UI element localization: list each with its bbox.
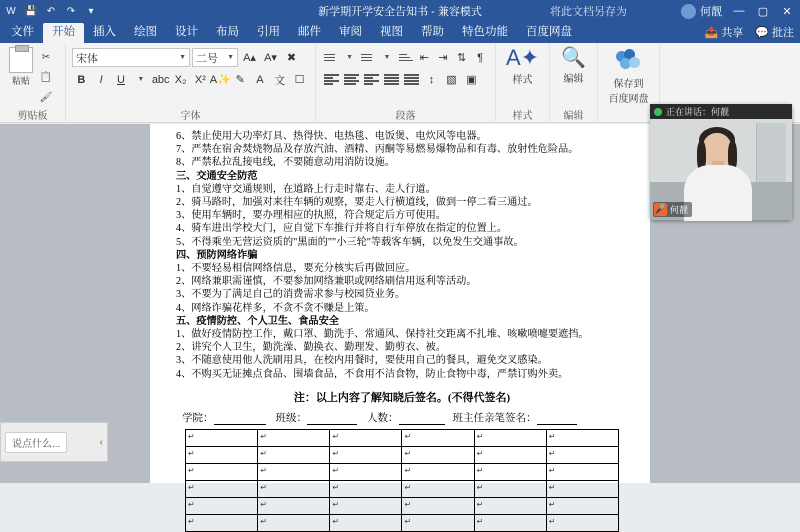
paragraph-mark-icon: ↵ — [188, 517, 195, 527]
paragraph-mark-icon: ↵ — [476, 466, 484, 476]
paragraph-row1 — [322, 48, 489, 67]
comments-button[interactable] — [755, 24, 794, 40]
show-paragraph-marks-icon[interactable]: ¶ — [477, 51, 484, 64]
strikethrough-button[interactable]: abc — [151, 73, 170, 86]
styles-label: 样式 — [512, 75, 533, 86]
table-row — [186, 481, 619, 498]
paragraph-mark-icon: ↵ — [404, 466, 412, 476]
paste-label: 粘贴 — [11, 76, 30, 86]
paragraph-mark-icon: ↵ — [404, 432, 412, 442]
table-cell[interactable] — [186, 515, 258, 532]
table-cell[interactable] — [474, 515, 546, 532]
paragraph-mark-icon: ↵ — [548, 483, 556, 493]
font-color-icon[interactable]: A — [256, 73, 264, 86]
align-left-icon[interactable] — [322, 71, 341, 89]
doc-line: 4、不购买无证摊点食品、围墙食品，不食用不洁食物，防止食物中毒，严禁订购外卖。 — [176, 368, 569, 380]
baidu-save-line1: 保存到 — [613, 79, 644, 90]
paragraph-mark-icon: ↵ — [476, 483, 484, 493]
table-cell[interactable] — [402, 481, 474, 498]
tab-design[interactable]: 设计 — [175, 26, 198, 38]
touch-mode-icon[interactable]: ▾ — [88, 5, 94, 17]
table-row — [186, 430, 619, 447]
doc-line: 1、不要轻易相信网络信息，要充分核实后再做回应。 — [176, 263, 416, 275]
line-spacing-icon[interactable]: ↕ — [428, 73, 435, 86]
signature-fields[interactable] — [182, 411, 628, 425]
paragraph-mark-icon: ↵ — [332, 517, 340, 527]
doc-line: 5、不得乘坐无营运资质的"黑面的""小三轮"等载客车辆，以免发生交通事故。 — [176, 236, 524, 248]
table-cell[interactable] — [258, 464, 330, 481]
paragraph-mark-icon: ↵ — [476, 449, 484, 459]
chevron-down-icon[interactable]: ▼ — [383, 54, 391, 61]
shading-icon[interactable]: ▧ — [446, 74, 457, 86]
doc-line: 8、严禁私拉乱接电线，不要随意动用消防设施。 — [176, 157, 396, 169]
table-cell[interactable] — [474, 481, 546, 498]
paragraph-mark-icon: ↵ — [332, 449, 340, 459]
account-name: 何靓 — [700, 6, 722, 18]
document-page[interactable] — [150, 124, 650, 527]
meeting-video-panel[interactable] — [650, 104, 792, 220]
restore-button[interactable]: ▢ — [757, 5, 769, 18]
table-cell[interactable] — [330, 515, 402, 532]
increase-indent-icon[interactable]: ⇥ — [438, 52, 448, 64]
tab-baidu-netdisk[interactable]: 百度网盘 — [526, 26, 572, 38]
doc-line: 3、不随意使用他人洗刷用具，在校内用餐时，要使用自己的餐具，避免交叉感染。 — [176, 355, 548, 367]
highlight-icon[interactable]: ✎ — [235, 74, 245, 86]
title-bar — [0, 0, 800, 22]
table-cell[interactable] — [258, 515, 330, 532]
table-cell[interactable] — [330, 447, 402, 464]
ribbon-group-font — [66, 43, 316, 123]
share-label: 共享 — [721, 27, 744, 39]
table-cell[interactable] — [402, 515, 474, 532]
table-cell[interactable] — [330, 498, 402, 515]
table-cell[interactable] — [330, 481, 402, 498]
format-painter-icon[interactable]: 🖌 — [39, 92, 53, 103]
paragraph-mark-icon: ↵ — [260, 517, 267, 527]
paragraph-mark-icon: ↵ — [332, 483, 340, 493]
tab-help[interactable]: 帮助 — [421, 26, 444, 38]
search-icon: 🔍 — [561, 47, 586, 69]
table-cell[interactable] — [258, 498, 330, 515]
doc-heading: 五、疫情防控、个人卫生、食品安全 — [176, 315, 339, 327]
table-cell[interactable] — [546, 447, 618, 464]
shrink-font-icon[interactable]: A▾ — [264, 52, 277, 64]
font-controls-row2 — [72, 70, 309, 89]
table-cell[interactable] — [186, 498, 258, 515]
paragraph-mark-icon: ↵ — [260, 500, 267, 510]
doc-heading: 三、交通安全防范 — [176, 170, 258, 182]
table-cell[interactable] — [402, 464, 474, 481]
chevron-down-icon[interactable]: ▼ — [137, 76, 145, 83]
font-controls-row1 — [72, 48, 309, 67]
table-cell[interactable] — [402, 498, 474, 515]
window-controls[interactable] — [681, 0, 798, 22]
justify-icon[interactable] — [382, 71, 401, 89]
ribbon-group-paragraph — [316, 43, 496, 123]
background-door — [756, 123, 786, 182]
doc-line: 4、网络诈骗花样多，不贪不贪不赚是上策。 — [176, 302, 375, 314]
tab-draw[interactable]: 绘图 — [134, 26, 157, 38]
tab-layout[interactable]: 布局 — [216, 26, 239, 38]
field-input-count[interactable] — [399, 411, 445, 425]
bold-button[interactable]: B — [77, 73, 86, 86]
comment-icon: 💬 — [755, 26, 769, 39]
baidu-save-line2: 百度网盘 — [608, 94, 649, 105]
ribbon-group-clipboard — [0, 43, 66, 123]
doc-line: 1、做好疫情防控工作，戴口罩、勤洗手、常通风、保持社交距离不扎堆、咳嗽喷嚏要遮挡。 — [176, 329, 589, 341]
speaking-indicator-icon — [654, 108, 662, 116]
paragraph-mark-icon: ↵ — [260, 432, 267, 442]
tab-references[interactable]: 引用 — [257, 26, 280, 38]
multilevel-list-icon[interactable] — [397, 49, 415, 67]
paragraph-mark-icon: ↵ — [188, 466, 195, 476]
paragraph-mark-icon: ↵ — [548, 517, 556, 527]
field-input-teacher[interactable] — [537, 411, 577, 425]
baidu-netdisk-icon — [616, 49, 642, 75]
font-name-value: 宋体 — [76, 52, 98, 65]
field-label-teacher: 班主任亲笔签名： — [452, 413, 537, 425]
ribbon-group-styles[interactable] — [496, 43, 550, 123]
chevron-down-icon[interactable]: ▼ — [346, 54, 354, 61]
paragraph-mark-icon: ↵ — [332, 466, 340, 476]
paragraph-mark-icon: ↵ — [260, 466, 267, 476]
sort-icon[interactable]: ⇅ — [456, 52, 467, 64]
tab-insert[interactable]: 插入 — [93, 26, 116, 38]
table-cell[interactable] — [546, 464, 618, 481]
borders-icon[interactable]: ▣ — [466, 74, 477, 86]
paragraph-mark-icon: ↵ — [404, 483, 412, 493]
italic-button[interactable]: I — [99, 73, 103, 86]
superscript-button[interactable]: X² — [194, 73, 206, 86]
table-cell[interactable] — [546, 498, 618, 515]
menubar-right-actions[interactable] — [705, 24, 794, 40]
signature-notice: 注：以上内容了解知晓后签名。(不得代签名) — [293, 391, 511, 404]
doc-line: 2、骑马路时，加强对来往车辆的观察，要走人行横道线，做到一停二看三通过。 — [176, 197, 538, 209]
field-input-class[interactable] — [307, 411, 357, 425]
paragraph-mark-icon: ↵ — [476, 500, 484, 510]
share-button[interactable] — [705, 24, 744, 40]
distribute-icon[interactable] — [402, 71, 421, 89]
meeting-status-bar — [650, 104, 792, 119]
ribbon-tabs[interactable] — [0, 22, 800, 43]
paragraph-mark-icon: ↵ — [404, 500, 412, 510]
styles-group-label: 样式 — [512, 111, 533, 122]
paragraph-mark-icon: ↵ — [332, 500, 340, 510]
avatar — [681, 4, 696, 19]
table-cell[interactable] — [258, 430, 330, 447]
font-size-value: 二号 — [196, 52, 218, 65]
character-border-icon[interactable]: ☐ — [294, 74, 305, 86]
table-row — [186, 515, 619, 532]
table-cell[interactable] — [186, 447, 258, 464]
table-cell[interactable] — [330, 430, 402, 447]
paste-icon — [9, 47, 33, 73]
paragraph-mark-icon: ↵ — [404, 449, 412, 459]
table-row — [186, 464, 619, 481]
table-cell[interactable] — [330, 464, 402, 481]
tab-home[interactable]: 开始 — [43, 23, 84, 43]
paragraph-mark-icon: ↵ — [548, 500, 556, 510]
table-cell[interactable] — [546, 430, 618, 447]
table-cell[interactable] — [186, 464, 258, 481]
field-label-class: 班级： — [275, 413, 307, 425]
text-effects-icon[interactable]: A✨ — [209, 74, 231, 86]
document-title: 新学期开学安全告知书 - 兼容模式 — [318, 6, 482, 18]
paste-button[interactable] — [6, 47, 36, 87]
word-app-icon: W — [6, 5, 16, 17]
undo-icon[interactable]: ↶ — [46, 5, 56, 17]
meeting-status-text: 正在讲话：何靓 — [666, 107, 730, 117]
paragraph-mark-icon: ↵ — [260, 483, 267, 493]
paragraph-mark-icon: ↵ — [188, 432, 195, 442]
paragraph-mark-icon: ↵ — [188, 500, 195, 510]
table-cell[interactable] — [186, 481, 258, 498]
doc-line: 3、不要为了满足自己的消费需求参与校园贷业务。 — [176, 289, 406, 301]
paragraph-mark-icon: ↵ — [188, 449, 195, 459]
mic-muted-icon[interactable]: 🎤 — [654, 204, 667, 214]
doc-line: 7、严禁在宿舍焚烧物品及存放汽油、酒精、丙酮等易燃易爆物品和有毒、放射性危险品。 — [176, 144, 579, 156]
field-label-count: 人数： — [367, 413, 399, 425]
styles-icon: A✦ — [505, 45, 540, 70]
table-cell[interactable] — [186, 430, 258, 447]
doc-heading: 四、预防网络诈骗 — [176, 249, 258, 261]
participant-nameplate — [653, 202, 692, 217]
video-feed[interactable] — [650, 119, 792, 220]
tab-file[interactable]: 文件 — [11, 26, 34, 38]
paragraph-mark-icon: ↵ — [548, 432, 556, 442]
font-size-combobox[interactable] — [192, 48, 238, 67]
editing-group-label: 编辑 — [563, 111, 584, 122]
table-cell[interactable] — [474, 430, 546, 447]
comment-input[interactable]: 说点什么... — [5, 432, 67, 453]
minimize-button[interactable]: — — [733, 5, 745, 17]
paragraph-mark-icon: ↵ — [476, 432, 484, 442]
decrease-indent-icon[interactable]: ⇤ — [419, 52, 429, 64]
bullets-icon[interactable] — [322, 49, 340, 67]
chevron-left-icon[interactable]: ‹ — [99, 436, 103, 448]
tab-special-features[interactable]: 特色功能 — [462, 26, 508, 38]
font-name-combobox[interactable] — [72, 48, 190, 67]
align-right-icon[interactable] — [362, 71, 381, 89]
table-cell[interactable] — [474, 464, 546, 481]
table-cell[interactable] — [402, 447, 474, 464]
table-cell[interactable] — [402, 430, 474, 447]
save-icon[interactable]: 💾 — [24, 5, 38, 17]
doc-line: 1、自觉遵守交通规则，在道路上行走时靠右、走人行道。 — [176, 183, 436, 195]
table-cell[interactable] — [258, 447, 330, 464]
paragraph-mark-icon: ↵ — [260, 449, 267, 459]
quick-access-toolbar[interactable] — [0, 4, 98, 18]
paragraph-row2 — [322, 70, 489, 89]
redo-icon[interactable]: ↷ — [66, 5, 76, 17]
clipboard-mini-buttons[interactable] — [36, 47, 56, 106]
participant-name: 何靓 — [670, 205, 689, 215]
field-input-college[interactable] — [214, 411, 266, 425]
numbering-icon[interactable] — [359, 49, 377, 67]
table-row — [186, 447, 619, 464]
doc-line: 6、禁止使用大功率灯具、热得快、电热毯、电饭煲、电炊风等电器。 — [176, 131, 487, 142]
paragraph-mark-icon: ↵ — [188, 483, 195, 493]
underline-button[interactable]: U — [117, 73, 125, 86]
paragraph-group-label: 段落 — [395, 111, 416, 122]
comments-label: 批注 — [772, 27, 794, 39]
table-cell[interactable] — [474, 447, 546, 464]
share-icon: 📤 — [704, 26, 719, 39]
tab-view[interactable]: 视图 — [380, 26, 403, 38]
grow-font-icon[interactable]: A▴ — [243, 52, 256, 64]
chevron-down-icon[interactable]: ▼ — [227, 54, 234, 61]
paragraph-mark-icon: ↵ — [548, 466, 556, 476]
chevron-down-icon[interactable]: ▼ — [179, 54, 186, 61]
editing-label: 编辑 — [563, 74, 584, 85]
close-button[interactable]: ✕ — [782, 5, 792, 18]
table-cell[interactable] — [258, 481, 330, 498]
table-row — [186, 498, 619, 515]
doc-line: 4、骑车进出学校大门，应自觉下车推行并将自行车停放在指定的位置上。 — [176, 223, 508, 235]
subscript-button[interactable]: X₂ — [174, 73, 187, 86]
tab-mailings[interactable]: 邮件 — [298, 26, 321, 38]
clipboard-group-label: 剪贴板 — [17, 111, 48, 122]
scissors-icon[interactable]: ✂ — [41, 52, 51, 63]
doc-line: 2、网络兼职需谨慎，不要参加网络兼职或网络刷信用返利等活动。 — [176, 276, 477, 288]
paragraph-mark-icon: ↵ — [332, 432, 340, 442]
document-body[interactable] — [176, 130, 628, 532]
table-cell[interactable] — [546, 515, 618, 532]
paragraph-mark-icon: ↵ — [476, 517, 484, 527]
save-as-hint: 将此文档另存为 — [550, 6, 627, 18]
signature-table[interactable] — [185, 429, 619, 532]
ribbon-group-editing[interactable] — [550, 43, 598, 123]
copy-icon[interactable]: 📋 — [39, 72, 53, 83]
phonetic-guide-icon[interactable]: 文 — [274, 74, 286, 87]
paragraph-mark-icon: ↵ — [548, 449, 556, 459]
participant-body — [684, 165, 752, 221]
field-label-college: 学院： — [182, 413, 214, 425]
doc-line: 2、讲究个人卫生，勤洗澡、勤换衣、勤理发、勤剪衣、被。 — [176, 342, 446, 354]
table-cell[interactable] — [474, 498, 546, 515]
paragraph-mark-icon: ↵ — [404, 517, 412, 527]
account-chip[interactable] — [681, 3, 726, 19]
table-cell[interactable] — [546, 481, 618, 498]
doc-line: 3、使用车辆时，要办理相应的执照，符合规定后方可使用。 — [176, 210, 446, 222]
tab-review[interactable]: 审阅 — [339, 26, 362, 38]
comment-mini-panel[interactable] — [0, 422, 108, 462]
clear-format-icon[interactable]: ✖ — [286, 52, 297, 64]
align-center-icon[interactable] — [342, 71, 361, 89]
font-group-label: 字体 — [180, 111, 201, 122]
